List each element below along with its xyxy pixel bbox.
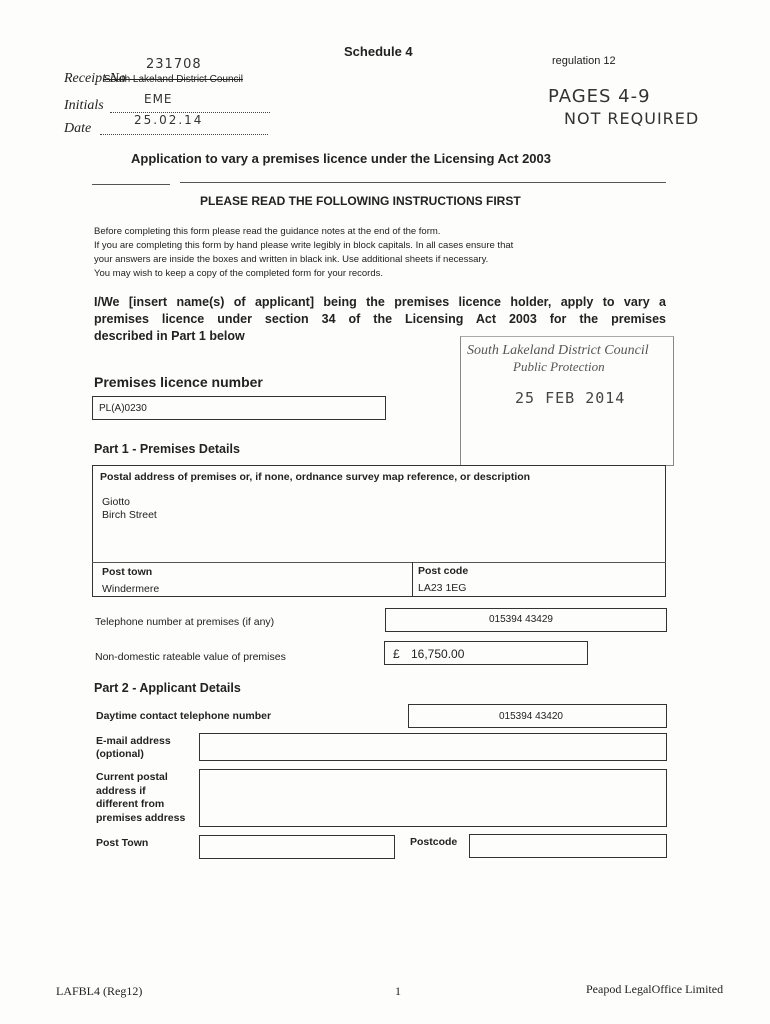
daytime-label: Daytime contact telephone number (96, 710, 272, 722)
daytime-value: 015394 43420 (499, 711, 563, 722)
note-line1: PAGES 4-9 (548, 86, 651, 107)
instructions-line3: your answers are inside the boxes and written in black ink. Use additional sheets if necessary. (94, 254, 489, 265)
receipt-handwritten: 231708 (146, 57, 202, 72)
rateable-value: 16,750.00 (411, 647, 465, 661)
stamp-date: 25 FEB 2014 (515, 389, 626, 407)
postcode-field[interactable] (469, 834, 667, 858)
licence-number-value: PL(A)0230 (99, 403, 147, 414)
post-code-label: Post code (418, 565, 469, 577)
telephone-field[interactable] (385, 608, 667, 632)
instructions-line4: You may wish to keep a copy of the completed form for your records. (94, 268, 384, 279)
email-label-line2: (optional) (96, 748, 144, 760)
premises-address-field[interactable] (102, 496, 157, 522)
telephone-value: 015394 43429 (489, 614, 553, 625)
initials-label: Initials (64, 98, 104, 113)
initials-value: EME (144, 92, 173, 106)
stamp-line1: South Lakeland District Council (467, 343, 649, 358)
postal-label-line2: address if (96, 784, 146, 797)
note-line2: NOT REQUIRED (564, 109, 700, 128)
post-town-label-part2: Post Town (96, 837, 149, 849)
postal-label-line4: premises address (96, 811, 186, 824)
declaration-line2: premises licence under section 34 of the Licensing Act 2003 for the premises (94, 312, 666, 326)
email-field[interactable] (199, 733, 667, 761)
daytime-field[interactable] (408, 704, 667, 728)
premises-address-box (92, 465, 666, 597)
instructions-line1: Before completing this form please read the guidance notes at the end of the form. (94, 226, 441, 237)
title-rule-right (180, 182, 666, 183)
rateable-label: Non-domestic rateable value of premises (95, 651, 286, 663)
declaration-line1: I/We [insert name(s) of applicant] being the premises licence holder, apply to vary a (94, 295, 666, 309)
instructions-line2: If you are completing this form by hand please write legibly in block capitals. In all cases ensure that (94, 240, 514, 251)
declaration-line3: described in Part 1 below (94, 329, 245, 343)
post-town-field[interactable] (199, 835, 395, 859)
licence-label: Premises licence number (94, 374, 263, 390)
postcode-divider (412, 562, 413, 597)
footer-page-number: 1 (395, 984, 401, 998)
receipt-label: Receipt No (64, 71, 126, 86)
postcode-label-part2: Postcode (410, 836, 458, 848)
date-label: Date (64, 121, 92, 136)
instructions-heading: PLEASE READ THE FOLLOWING INSTRUCTIONS FIRST (200, 194, 521, 208)
postal-address-field[interactable] (199, 769, 667, 827)
email-label (96, 735, 171, 761)
post-code-value[interactable]: LA23 1EG (418, 582, 467, 594)
email-label-line1: E-mail address (96, 735, 171, 747)
initials-line (110, 100, 270, 113)
regulation-label: regulation 12 (552, 55, 616, 67)
schedule-title: Schedule 4 (344, 44, 413, 59)
title-rule-left (92, 184, 170, 185)
address-line1: Giotto (102, 496, 131, 508)
receipt-value: South Lakeland District Council (104, 74, 243, 85)
post-town-value[interactable]: Windermere (102, 583, 160, 595)
rateable-field[interactable] (384, 641, 588, 665)
address-divider (92, 562, 666, 563)
stamp-line2: Public Protection (513, 359, 605, 374)
footer-form-code: LAFBL4 (Reg12) (56, 984, 143, 998)
rateable-currency: £ (393, 647, 400, 661)
instructions-body (94, 225, 513, 281)
premises-address-label: Postal address of premises or, if none, ordnance survey map reference, or description (100, 471, 531, 483)
form-title: Application to vary a premises licence under the Licensing Act 2003 (131, 151, 551, 166)
footer-publisher: Peapod LegalOffice Limited (586, 982, 724, 996)
postal-label-line3: different from (96, 798, 165, 810)
postal-label-line1: Current postal (96, 771, 168, 783)
address-line2: Birch Street (102, 509, 157, 521)
postal-label (96, 771, 185, 825)
part1-heading: Part 1 - Premises Details (94, 442, 240, 456)
part2-heading: Part 2 - Applicant Details (94, 681, 241, 695)
licence-number-field[interactable] (92, 396, 386, 420)
post-town-label: Post town (102, 566, 153, 578)
telephone-label: Telephone number at premises (if any) (95, 616, 275, 628)
received-stamp (460, 336, 674, 466)
date-value: 25.02.14 (134, 113, 204, 127)
